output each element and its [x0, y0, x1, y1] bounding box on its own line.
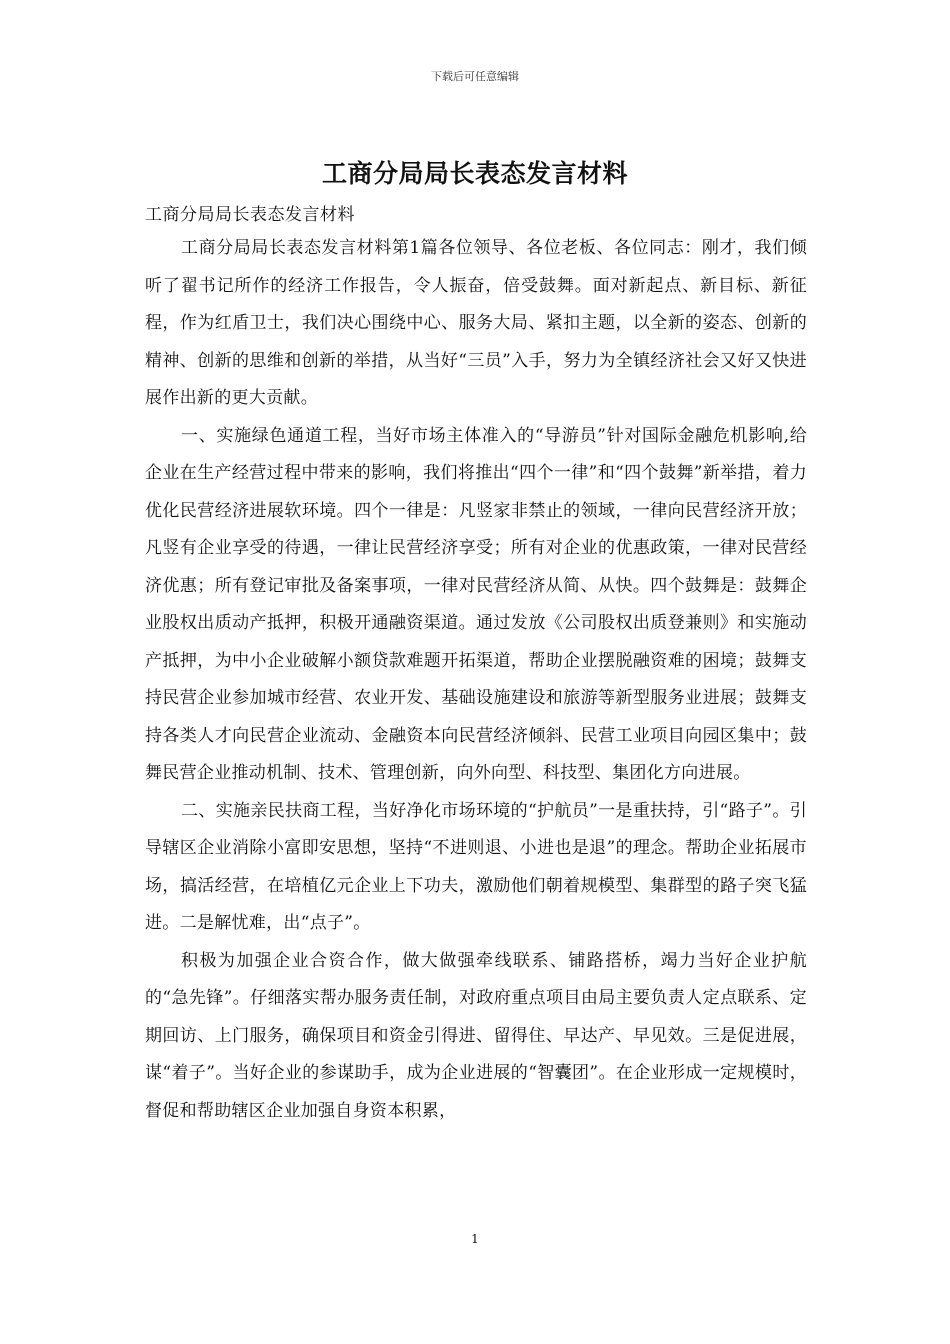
- page-number: 1: [471, 1232, 479, 1246]
- paragraph: 工商分局局长表态发言材料第1篇各位领导、各位老板、各位同志：刚才，我们倾听了翟书记所作的经济工作报告，令人振奋，倍受鼓舞。面对新起点、新目标、新征程，作为红盾卫士，我们决心围绕中心、服务大局、紧扣主题，以全新的姿态、创新的精神、创新的思维和创新的举措，从当好“三员”入手，努力为全镇经济社会又好又快进展作出新的更大贡献。: [145, 238, 807, 408]
- document-body: [145, 230, 807, 1130]
- header-note: 下载后可任意编辑: [431, 70, 519, 83]
- document-title: 工商分局局长表态发言材料: [321, 159, 628, 188]
- paragraph: 二、实施亲民扶商工程，当好净化市场环境的“护航员”一是重扶持，引“路子”。引导辖区企业消除小富即安思想，坚持“不进则退、小进也是退”的理念。帮助企业拓展市场，搞活经营，在培植亿元企业上下功夫，激励他们朝着规模型、集群型的路子突飞猛进。二是解忧难，出“点子”。: [145, 800, 807, 933]
- document-subtitle: 工商分局局长表态发言材料: [145, 205, 355, 225]
- paragraph: 积极为加强企业合资合作，做大做强牵线联系、铺路搭桥，竭力当好企业护航的“急先锋”。仔细落实帮办服务责任制，对政府重点项目由局主要负责人定点联系、定期回访、上门服务，确保项目和资金引得进、留得住、早达产、早见效。三是促进展，谋“着子”。当好企业的参谋助手，成为企业进展的“智囊团”。在企业形成一定规模时，督促和帮助辖区企业加强自身资本积累，: [145, 950, 807, 1121]
- paragraph: 一、实施绿色通道工程，当好市场主体准入的“导游员”针对国际金融危机影响,给企业在生产经营过程中带来的影响，我们将推出“四个一律”和“四个鼓舞”新举措，着力优化民营经济进展软环境。四个一律是：凡竖家非禁止的领域，一律向民营经济开放；凡竖有企业享受的待遇，一律让民营经济享受；所有对企业的优惠政策，一律对民营经济优惠；所有登记审批及备案事项，一律对民营经济从简、从快。四个鼓舞是：鼓舞企业股权出质动产抵押，积极开通融资渠道。通过发放《公司股权出质登兼则》和实施动产抵押，为中小企业破解小额贷款难题开拓渠道，帮助企业摆脱融资难的困境；鼓舞支持民营企业参加城市经营、农业开发、基础设施建设和旅游等新型服务业进展；鼓舞支持各类人才向民营企业流动、金融资本向民营经济倾斜、民营工业项目向园区集中；鼓舞民营企业推动机制、技术、管理创新，向外向型、科技型、集团化方向进展。: [145, 425, 807, 783]
